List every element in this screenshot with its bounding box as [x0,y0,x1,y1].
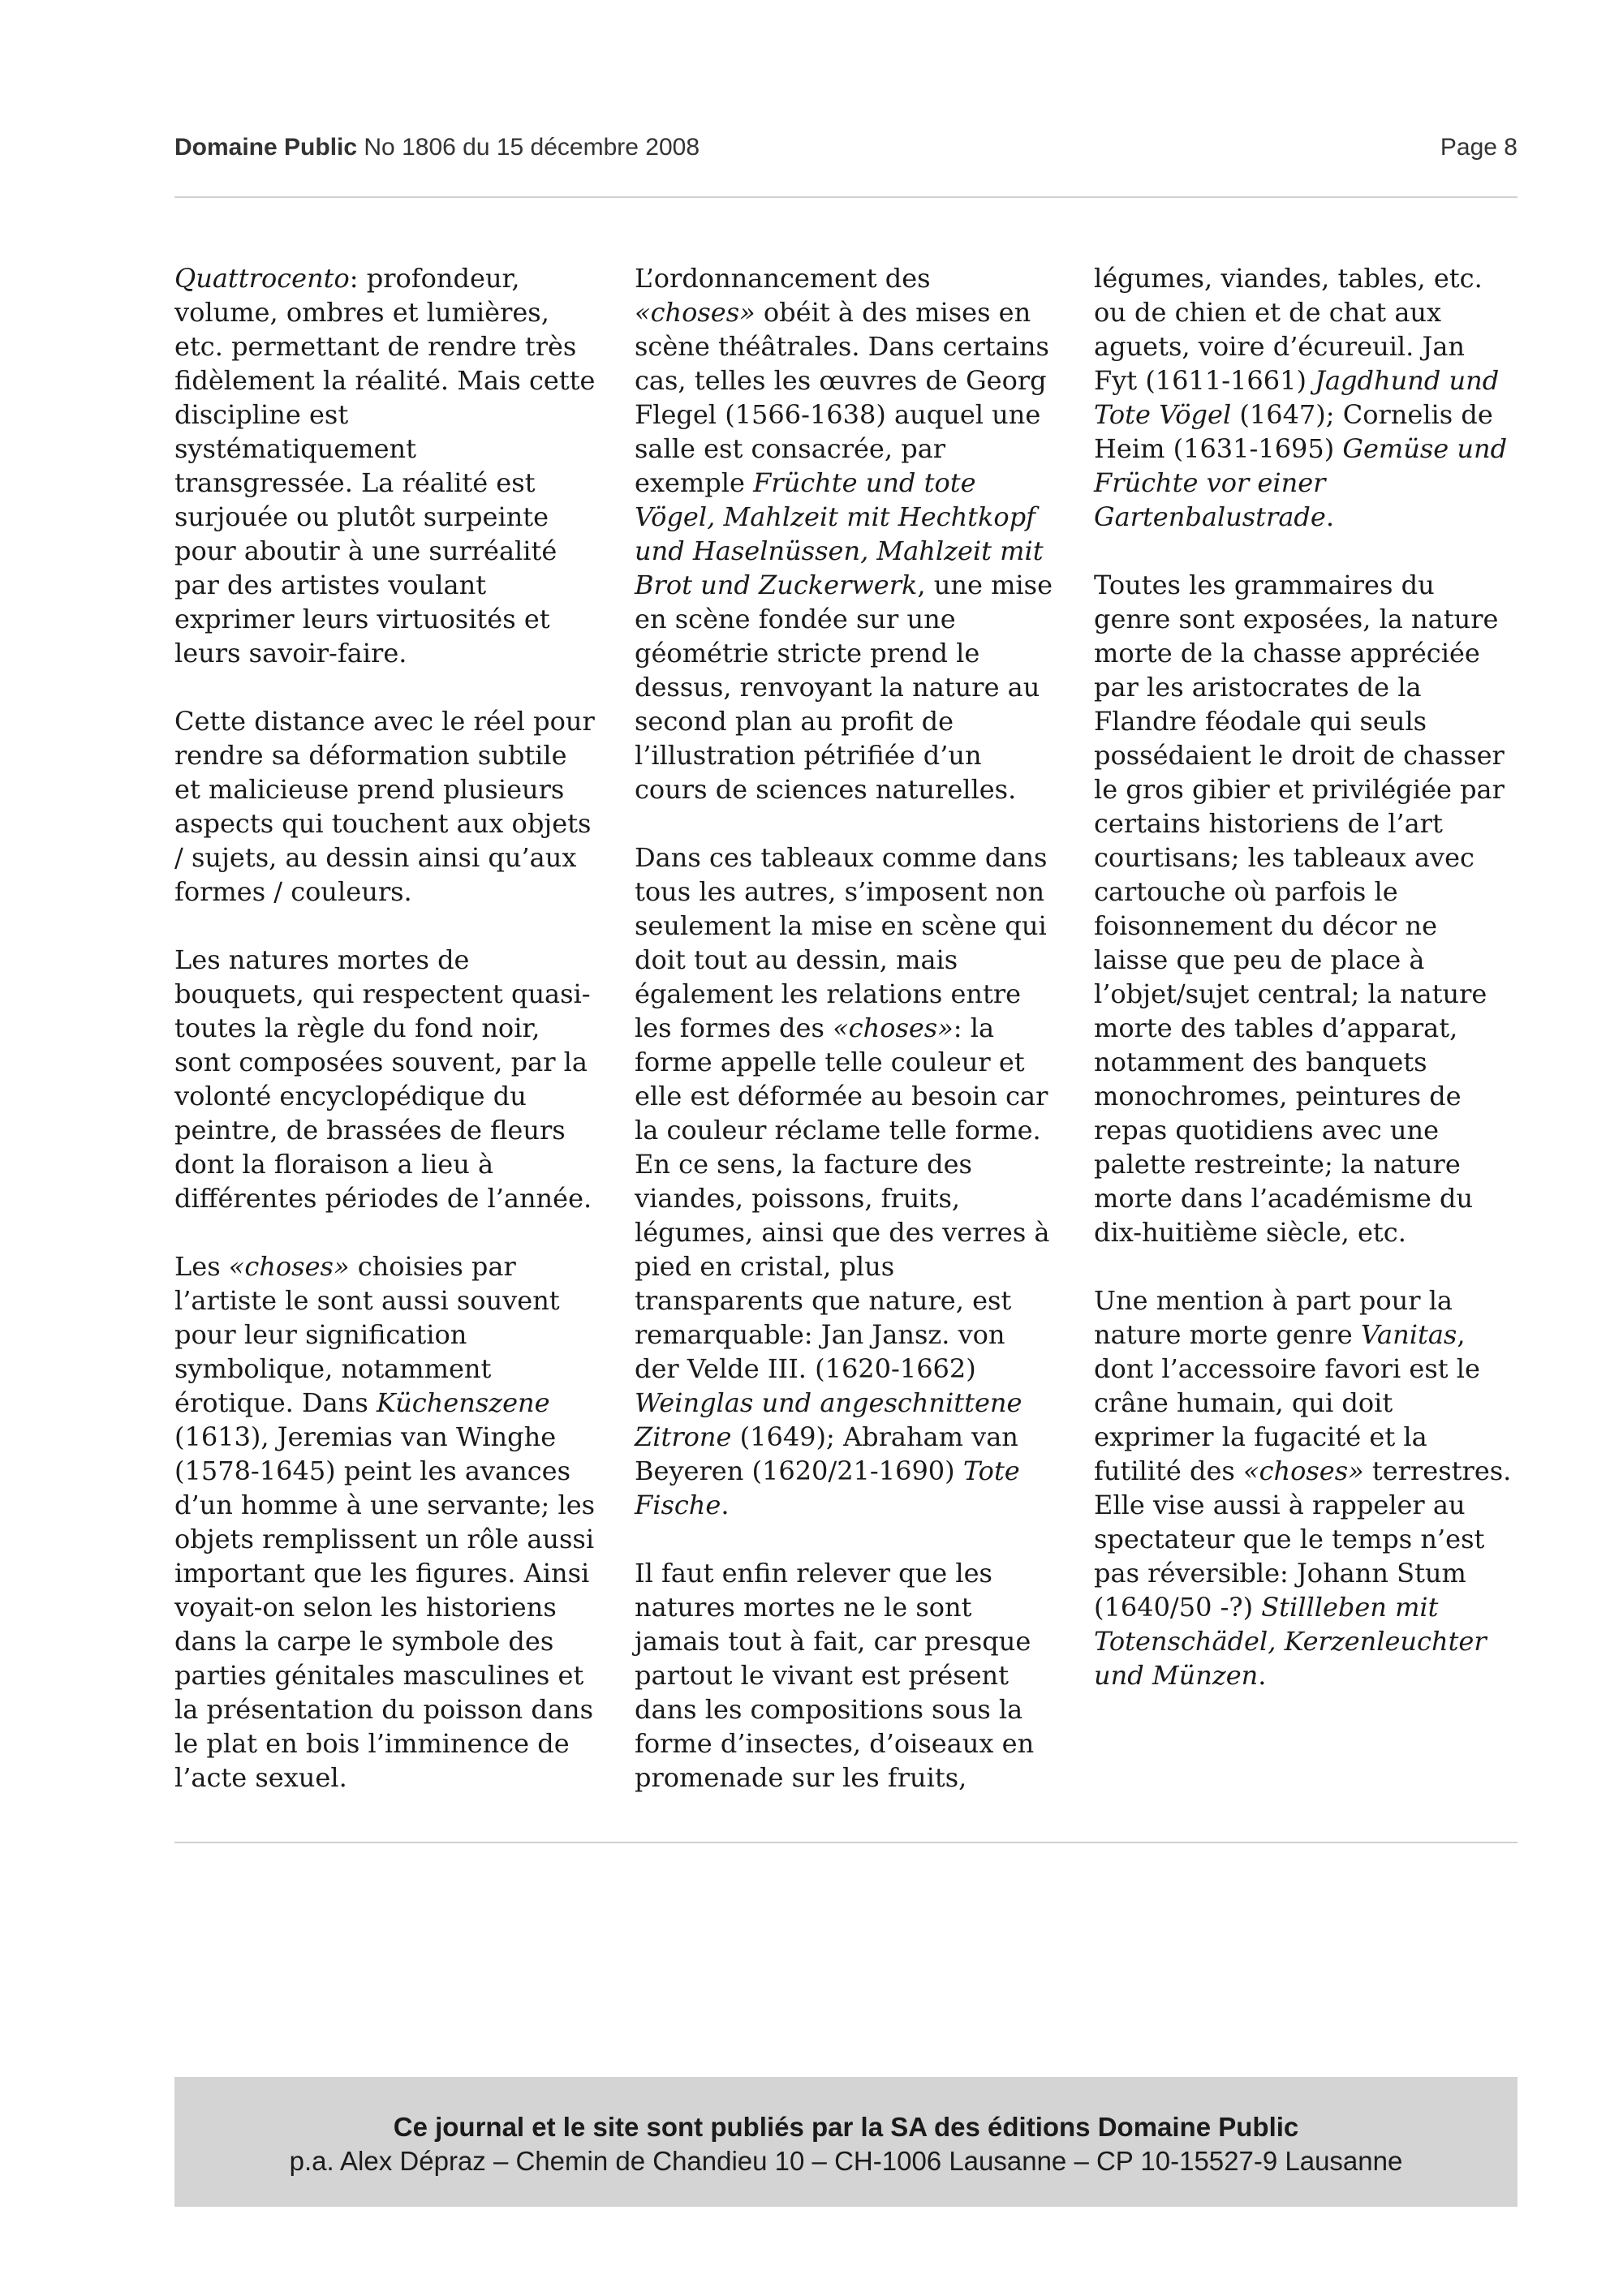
text: (1613), Jeremias van Winghe (1578-1645) peint les avances d’un homme à une servante; les objets remplissent un rôle aussi important que les figures. Ainsi voyait-on selon les historiens dans la carpe le symbole des parties génitales masculines et la présentation du poisson dans le plat en bois l’imminence de l’acte sexuel. [174,1421,596,1793]
italic-text: Früchte und tote Vögel, Mahlzeit mit Hechtkopf und Haselnüssen, Mahlzeit mit Brot und Zuckerwerk [635,467,1044,600]
text: Les [174,1251,229,1282]
text: . [1258,1660,1267,1691]
text: obéit à des mises en scène théâtrales. Dans certains cas, telles les œuvres de Georg Flegel (1566-1638) auquel une salle est consacrée, par exemple [635,297,1049,498]
italic-text: Stillleben mit Totenschädel, Kerzenleuchter und Münzen [1094,1592,1487,1691]
footer-title: Ce journal et le site sont publiés par la SA des éditions Domaine Public [393,2112,1299,2142]
paragraph [1094,261,1516,534]
content-divider [174,1842,1518,1843]
paragraph: Toutes les grammaires du genre sont exposées, la nature morte de la chasse appréciée par les aristocrates de la Flandre féodale qui seuls possédaient le droit de chasser le gros gibier et privilégiée par certains historiens de l’art courtisans; les tableaux avec cartouche où parfois le foisonnement du décor ne laisse que peu de place à l’objet/sujet central; la nature morte des tables d’apparat, notamment des banquets monochromes, peintures de repas quotidiens avec une palette restreinte; la nature morte dans l’académisme du dix-huitième siècle, etc. [1094,570,1505,1248]
text: . [1325,501,1334,532]
text: (1647); Cornelis de Heim (1631-1695) [1094,399,1493,464]
column-1 [174,261,596,1829]
italic-text: Weinglas und angeschnittene Zitrone [635,1387,1022,1452]
text: . [721,1490,730,1520]
column-3 [1094,261,1516,1726]
column-2 [635,261,1057,1829]
text: L’ordonnancement des [635,263,931,294]
text: (1649); Abraham van Beyeren (1620/21-1690) [635,1421,1018,1486]
italic-text: «choses» [1243,1455,1364,1486]
italic-text: «choses» [228,1251,350,1282]
italic-text: Gemüse und Früchte vor einer Gartenbalustrade [1094,433,1508,532]
text: : la forme appelle telle couleur et elle est déformée au besoin car la couleur réclame telle forme. En ce sens, la facture des viandes, poissons, fruits, légumes, ainsi que des verres à pied en cristal, plus transparents que nature, est remarquable: Jan Jansz. von der Velde III. (1620-1662) [635,1013,1050,1384]
footer-address: p.a. Alex Dépraz – Chemin de Chandieu 10 – CH-1006 Lausanne – CP 10-15527-9 Lausanne [289,2146,1403,2176]
paragraph [174,1249,596,1795]
text: : profondeur, volume, ombres et lumières, etc. permettant de rendre très fidèlement la réalité. Mais cette discipline est systématiquement transgressée. La réalité est surjouée ou plutôt surpeinte pour aboutir à une surréalité par des artistes voulant exprimer leurs virtuosités et leurs savoir-faire. [174,263,596,669]
italic-text: Tote Fische [635,1455,1020,1520]
italic-text: Jagdhund und Tote Vögel [1094,365,1500,430]
text: choisies par l’artiste le sont aussi souvent pour leur signification symbolique, notamment érotique. Dans [174,1251,560,1418]
italic-text: Vanitas [1360,1319,1457,1350]
paragraph [635,261,1057,806]
text: légumes, viandes, tables, etc. ou de chien et de chat aux aguets, voire d’écureuil. Jan Fyt (1611-1661) [1094,263,1483,396]
paragraph [1094,1283,1516,1692]
paragraph: Cette distance avec le réel pour rendre sa déformation subtile et malicieuse prend plusieurs aspects qui touchent aux objets / sujets, au dessin ainsi qu’aux formes / couleurs. [174,706,595,907]
paragraph [174,261,596,670]
text: , dont l’accessoire favori est le crâne humain, qui doit exprimer la fugacité et la futilité des [1094,1319,1480,1486]
italic-text: «choses» [635,297,756,328]
paragraph: Il faut enfin relever que les natures mortes ne le sont jamais tout à fait, car presque partout le vivant est présent dans les compositions sous la forme d’insectes, d’oiseaux en promenade sur les fruits, [635,1558,1035,1793]
text: , une mise en scène fondée sur une géométrie stricte prend le dessus, renvoyant la nature au second plan au profit de l’illustration pétrifiée d’un cours de sciences naturelles. [635,570,1053,805]
italic-text: Küchenszene [376,1387,550,1418]
publisher-footer [174,2077,1518,2207]
italic-text: Quattrocento [174,263,350,294]
text: terrestres. Elle vise aussi à rappeler au spectateur que le temps n’est pas réversible: Johann Stum (1640/50 -?) [1094,1455,1512,1623]
page-number: Page 8 [1440,134,1518,161]
paragraph [635,841,1057,1522]
paragraph: Les natures mortes de bouquets, qui respectent quasi-toutes la règle du fond noir, sont composées souvent, par la volonté encyclopédique du peintre, de brassées de fleurs dont la floraison a lieu à différentes périodes de l’année. [174,944,592,1214]
header-divider [174,196,1518,198]
text: Dans ces tableaux comme dans tous les autres, s’imposent non seulement la mise en scène qui doit tout au dessin, mais également les relations entre les formes des [635,842,1048,1043]
page-header [174,134,1518,166]
publication-name: Domaine Public [174,134,358,161]
text: Une mention à part pour la nature morte genre [1094,1285,1453,1350]
italic-text: «choses» [833,1013,954,1043]
issue-info: No 1806 du 15 décembre 2008 [364,134,700,161]
